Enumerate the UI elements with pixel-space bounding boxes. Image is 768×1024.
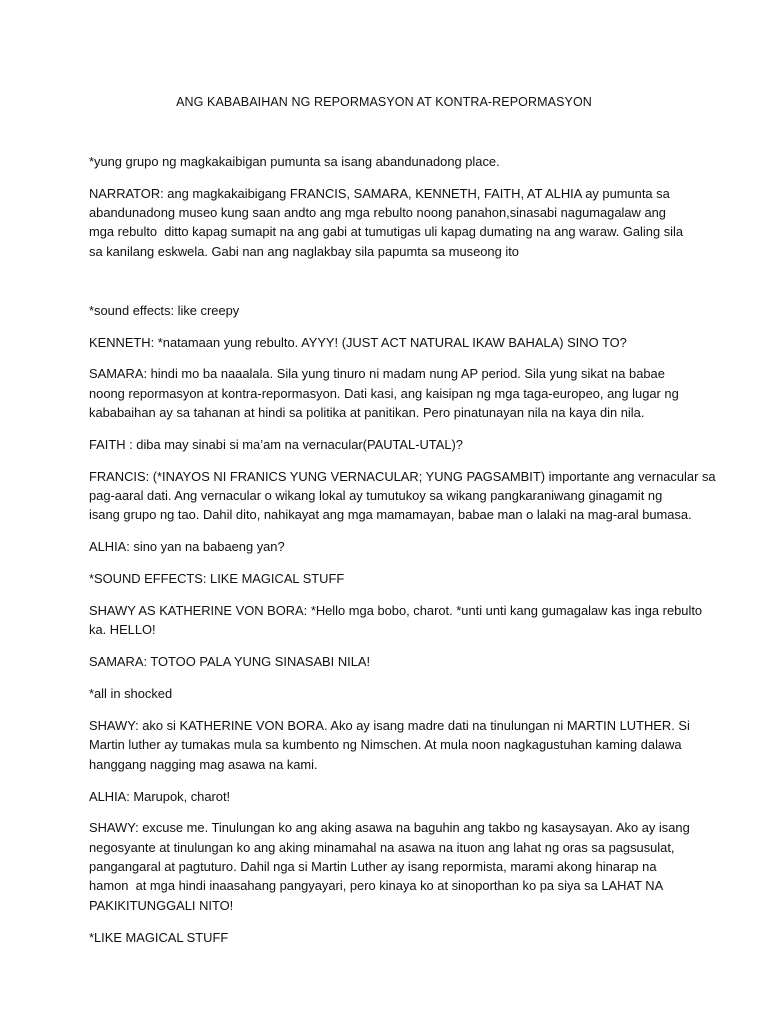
paragraph-line: FRANCIS: (*INAYOS NI FRANICS YUNG VERNACULAR; YUNG PAGSAMBIT) importante ang vernacular sa [89, 468, 716, 484]
paragraph-line: SAMARA: hindi mo ba naaalala. Sila yung tinuro ni madam nung AP period. Sila yung sikat na babae [89, 366, 665, 382]
blank-gap [89, 274, 689, 301]
script-paragraph [89, 184, 689, 261]
script-paragraph [89, 601, 703, 640]
script-paragraph [89, 928, 689, 947]
paragraph-line: hanggang nagging mag asawa na kami. [89, 756, 318, 772]
paragraph-line: ka. HELLO! [89, 622, 156, 638]
script-paragraph [89, 364, 689, 422]
paragraph-line: *SOUND EFFECTS: LIKE MAGICAL STUFF [89, 571, 345, 587]
paragraph-line: ALHIA: sino yan na babaeng yan? [89, 539, 285, 555]
paragraph-line: SAMARA: TOTOO PALA YUNG SINASABI NILA! [89, 654, 371, 670]
script-paragraph [89, 467, 716, 525]
document-title: ANG KABABAIHAN NG REPORMASYON AT KONTRA-REPORMASYON [176, 95, 592, 109]
script-paragraph [89, 684, 689, 703]
document-body [89, 152, 716, 959]
script-paragraph [89, 652, 689, 671]
paragraph-line: hamon at mga hindi inaasahang pangyayari, pero kinaya ko at sinoporthan ko pa siya sa LAHAT NA [89, 878, 664, 894]
paragraph-line: SHAWY: ako si KATHERINE VON BORA. Ako ay isang madre dati na tinulungan ni MARTIN LUTHER. Si [89, 718, 690, 734]
paragraph-line: abandunadong museo kung saan andto ang mga rebulto noong panahon,sinasabi nagumagalaw ang [89, 205, 666, 221]
paragraph-line: ALHIA: Marupok, charot! [89, 788, 231, 804]
script-paragraph [89, 569, 689, 588]
paragraph-line: PAKIKITUNGGALI NITO! [89, 897, 234, 913]
paragraph-line: *LIKE MAGICAL STUFF [89, 929, 229, 945]
paragraph-line: isang grupo ng tao. Dahil dito, nahikayat ang mga mamamayan, babae man o lalaki na mag-aral bumasa. [89, 507, 692, 523]
script-paragraph [89, 301, 689, 320]
script-paragraph [89, 787, 689, 806]
paragraph-line: SHAWY: excuse me. Tinulungan ko ang aking asawa na baguhin ang takbo ng kasaysayan. Ako ay isang [89, 820, 690, 836]
script-paragraph [89, 818, 689, 914]
paragraph-line: pag-aaral dati. Ang vernacular o wikang lokal ay tumutukoy sa wikang pangkaraniwang ginagamit ng [89, 488, 663, 504]
paragraph-line: NARRATOR: ang magkakaibigang FRANCIS, SAMARA, KENNETH, FAITH, AT ALHIA ay pumunta sa [89, 185, 670, 201]
paragraph-line: KENNETH: *natamaan yung rebulto. AYYY! (JUST ACT NATURAL IKAW BAHALA) SINO TO? [89, 334, 627, 350]
paragraph-line: *sound effects: like creepy [89, 302, 240, 318]
paragraph-line: SHAWY AS KATHERINE VON BORA: *Hello mga bobo, charot. *unti unti kang gumagalaw kas inga rebulto [89, 603, 703, 619]
script-paragraph [89, 152, 689, 171]
script-paragraph [89, 435, 689, 454]
paragraph-line: negosyante at tinulungan ko ang aking minamahal na asawa na ituon ang lahat ng oras sa pagsusulat, [89, 839, 675, 855]
paragraph-line: noong repormasyon at kontra-repormasyon. Dati kasi, ang kaisipan ng mga taga-europeo, ang lugar ng [89, 385, 679, 401]
paragraph-line: sa kanilang eskwela. Gabi nan ang naglakbay sila papumta sa museong ito [89, 243, 519, 259]
script-paragraph [89, 716, 689, 774]
paragraph-line: Martin luther ay tumakas mula sa kumbento ng Nimschen. At mula noon nagkagustuhan kaming dalawa [89, 737, 682, 753]
paragraph-line: FAITH : diba may sinabi si ma’am na vernacular(PAUTAL-UTAL)? [89, 436, 463, 452]
paragraph-line: *all in shocked [89, 686, 173, 702]
paragraph-line: mga rebulto ditto kapag sumapit na ang gabi at tumutigas uli kapag dumating na ang waraw. Galing sila [89, 224, 684, 240]
script-paragraph [89, 333, 689, 352]
paragraph-line: kababaihan ay sa tahanan at hindi sa politika at panitikan. Pero pinatunayan nila na kaya din nila. [89, 405, 645, 421]
paragraph-line: pangangaral at pagtuturo. Dahil nga si Martin Luther ay isang repormista, marami akong hinarap na [89, 859, 657, 875]
script-paragraph [89, 537, 689, 556]
paragraph-line: *yung grupo ng magkakaibigan pumunta sa isang abandunadong place. [89, 154, 500, 169]
